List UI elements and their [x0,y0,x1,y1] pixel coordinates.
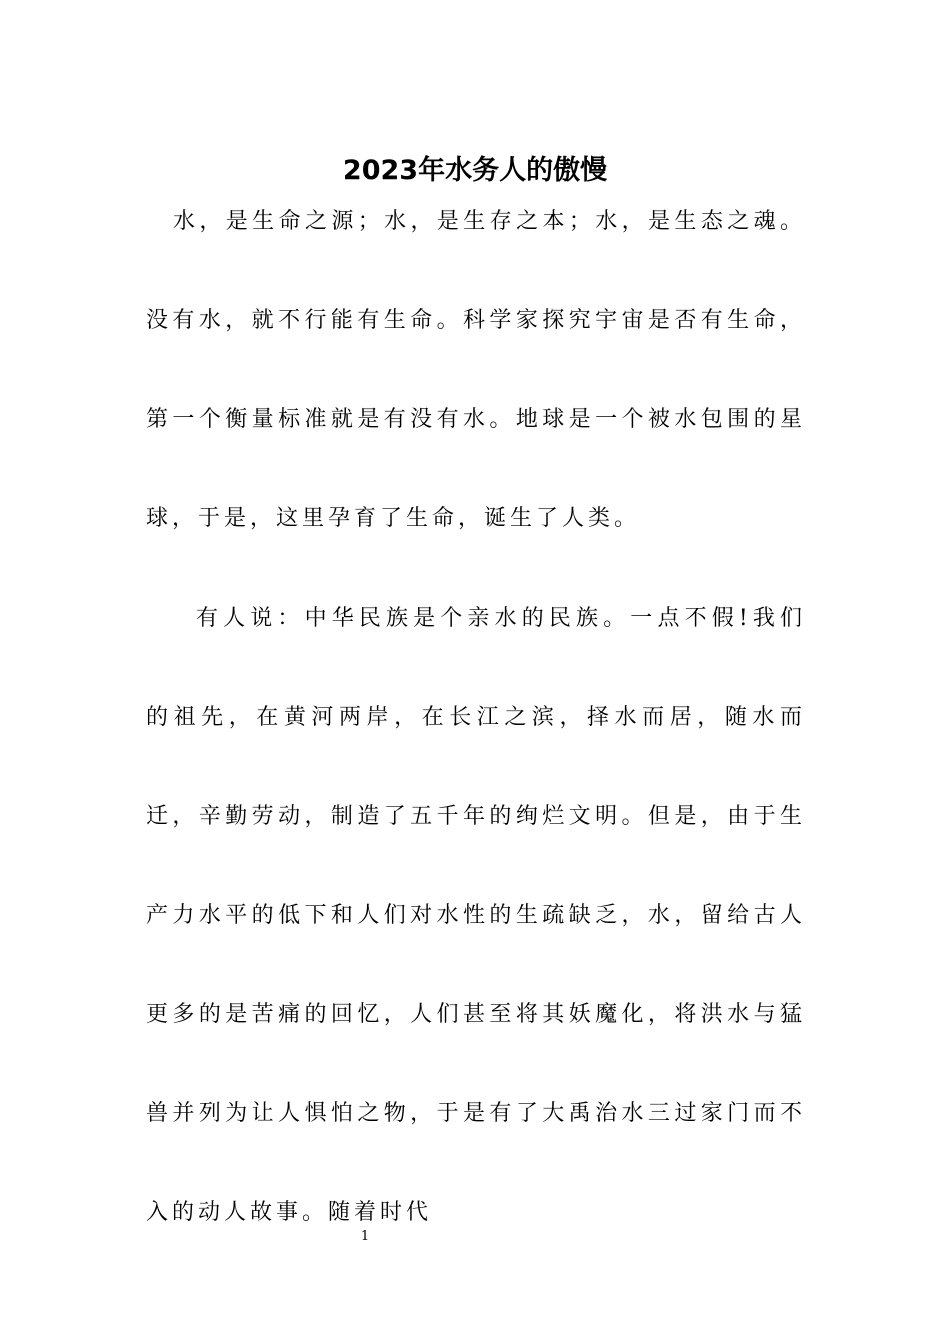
page-title: 2023年水务人的傲慢 [342,155,608,187]
page-number: 1 [360,1229,370,1244]
paragraph-2: 有人说：中华民族是个亲水的民族。一点不假!我们的祖先，在黄河两岸，在长江之滨，择水而居，随水而迁，辛勤劳动，制造了五千年的绚烂文明。但是，由于生产力水平的低下和人们对水性的生疏缺乏，水，留给古人更多的是苦痛的回忆，人们甚至将其妖魔化，将洪水与猛兽并列为让人惧怕之物，于是有了大禹治水三过家门而不入的动人故事。随着时代 [146,606,806,1225]
paragraph-1: 水，是生命之源；水，是生存之本；水，是生态之魂。没有水，就不行能有生命。科学家探究宇宙是否有生命，第一个衡量标准就是有没有水。地球是一个被水包围的星球，于是，这里孕育了生命，诞生了人类。 [146,209,806,531]
